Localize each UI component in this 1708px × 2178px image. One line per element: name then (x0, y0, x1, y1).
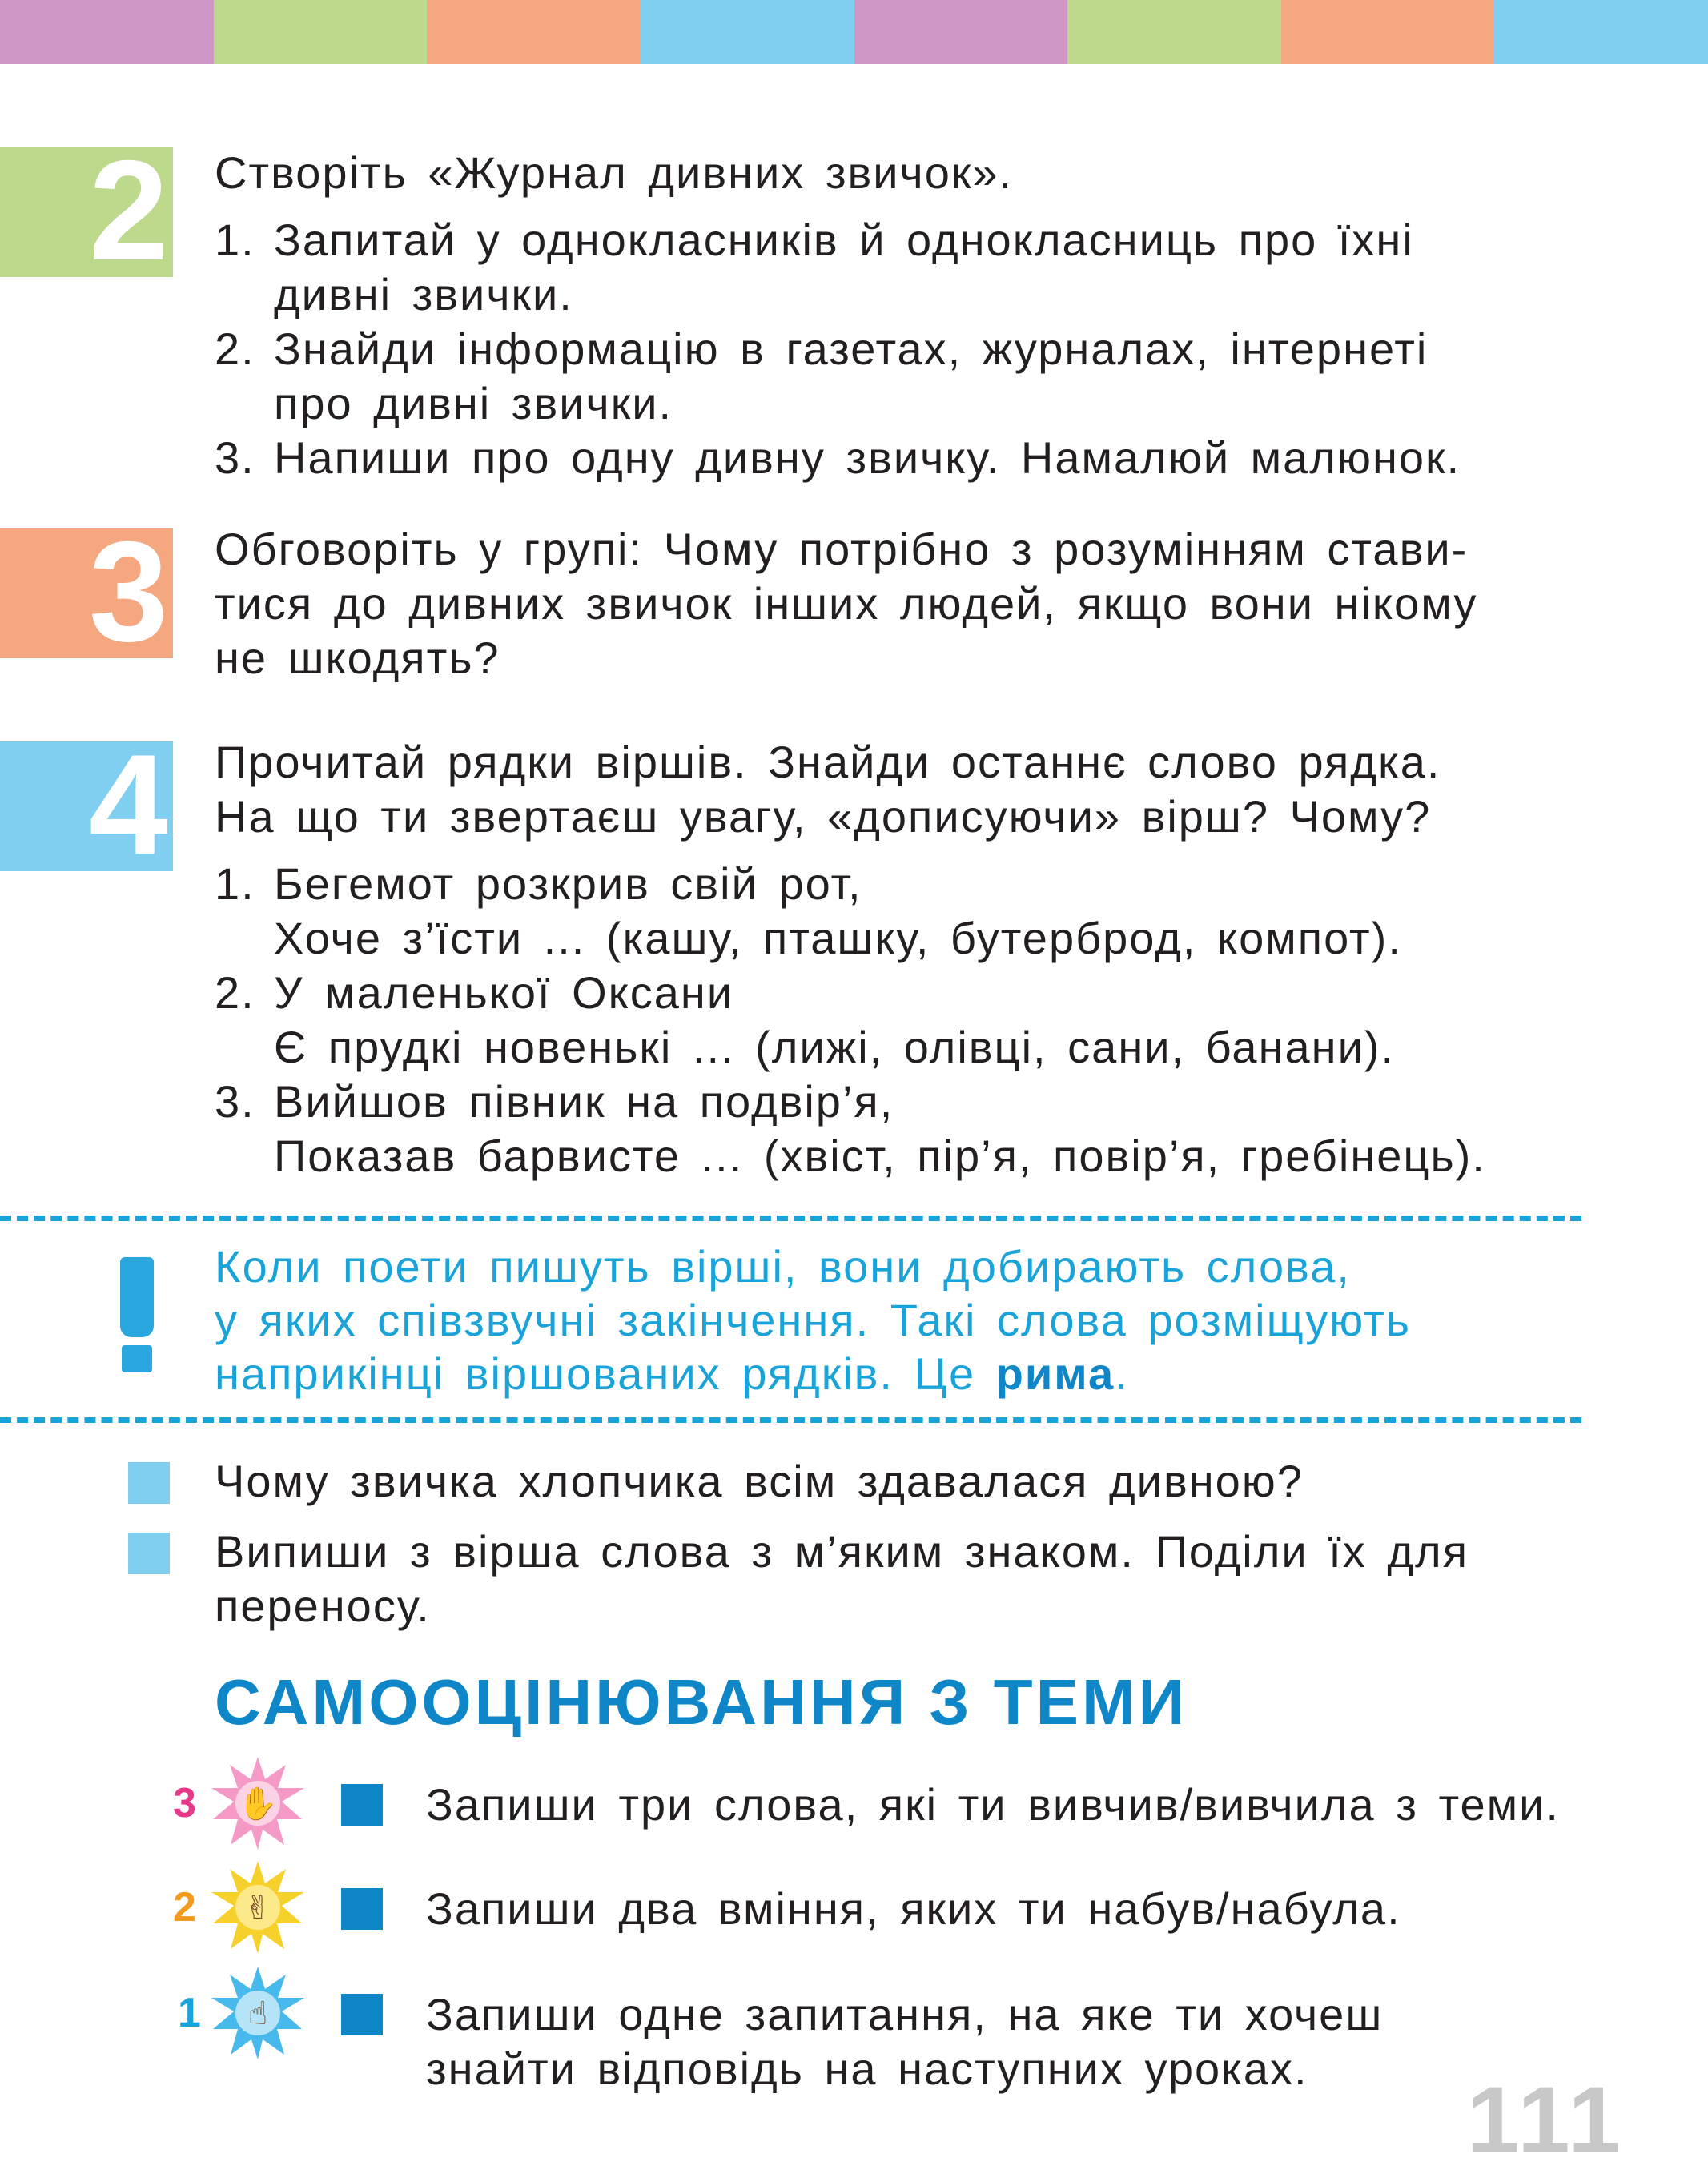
task-number: 2 (89, 131, 168, 290)
task-4-item-3-cont: Показав барвисте ... (хвіст, пір’я, повір’я, гребінець). (274, 1131, 1486, 1181)
task-number: 3 (89, 512, 168, 671)
three-fingers-star-icon (210, 1755, 306, 1851)
note-line: Коли поети пишуть вірші, вони добирають слова, (215, 1241, 1351, 1292)
assessment-text: Запиши два вміння, яких ти набув/набула. (426, 1883, 1401, 1934)
question-text: переносу. (215, 1581, 431, 1631)
level-1-label: 1 (178, 1990, 201, 2036)
task-4-line: Прочитай рядки віршів. Знайди останнє слово рядка. (215, 737, 1441, 787)
stripe-segment (427, 0, 641, 64)
task-3-line: Обговоріть у групі: Чому потрібно з розумінням стави- (215, 524, 1469, 574)
svg-text:✌: ✌ (244, 1890, 271, 1927)
self-assessment-item-3 (426, 1778, 1560, 1832)
question-bullet (128, 1462, 170, 1504)
note-line: у яких співзвучні закінчення. Такі слова розміщують (215, 1295, 1411, 1345)
task-4-text (215, 735, 1486, 1183)
task-number: 4 (89, 725, 168, 884)
task-2-item-2-cont: про дивні звички. (274, 378, 673, 428)
task-2-item-1-cont: дивні звички. (274, 269, 573, 319)
task-4-item-2: 2. У маленької Оксани (215, 967, 734, 1018)
task-4-item-3: 3. Вийшов півник на подвір’я, (215, 1076, 894, 1127)
question-bullet (128, 1533, 170, 1574)
task-2-badge (0, 131, 173, 290)
dashed-divider-top (0, 1216, 1581, 1221)
task-2-item-1: 1. Запитай у однокласників й однокласниць про їхні (215, 215, 1414, 265)
task-4-line: На що ти звертаєш увагу, «дописуючи» вірш? Чому? (215, 791, 1432, 842)
task-2-item-3: 3. Напиши про одну дивну звичку. Намалюй малюнок. (215, 432, 1461, 483)
question-text: Випиши з вірша слова з м’яким знаком. Поділи їх для (215, 1526, 1469, 1577)
dashed-divider-bottom (0, 1417, 1581, 1423)
exclamation-dot (122, 1345, 152, 1372)
task-2-text (215, 146, 1461, 485)
assessment-text: знайти відповідь на наступних уроках. (426, 2043, 1308, 2094)
exclamation-icon (120, 1257, 154, 1369)
task-3-text (215, 522, 1477, 685)
task-4-item-1-cont: Хоче з’їсти ... (кашу, пташку, бутерброд, компот). (274, 913, 1402, 963)
level-2-label: 2 (173, 1884, 196, 1931)
self-assessment-item-1 (426, 1987, 1383, 2096)
svg-text:✋: ✋ (238, 1786, 278, 1822)
task-bullet (341, 1784, 383, 1826)
two-fingers-star-icon (210, 1859, 306, 1955)
task-3-line: тися до дивних звичок інших людей, якщо вони нікому (215, 578, 1478, 629)
self-assessment-heading: САМООЦІНЮВАННЯ З ТЕМИ (215, 1666, 1188, 1738)
stripe-segment (854, 0, 1068, 64)
stripe-segment (214, 0, 428, 64)
task-3-badge (0, 512, 173, 671)
assessment-text: Запиши три слова, які ти вивчив/вивчила з теми. (426, 1779, 1560, 1830)
stripe-segment (1067, 0, 1281, 64)
task-4-badge (0, 725, 173, 884)
task-bullet (341, 1994, 383, 2035)
term-rhyme: рима (995, 1348, 1115, 1399)
page-number: 111 (1467, 2067, 1624, 2173)
task-4-item-1: 1. Бегемот розкрив свій рот, (215, 858, 862, 909)
question-text: Чому звичка хлопчика всім здавалася дивною? (215, 1456, 1304, 1506)
exclamation-bar (120, 1257, 154, 1337)
top-color-stripe (0, 0, 1708, 64)
level-3-label: 3 (173, 1780, 196, 1826)
stripe-segment (1281, 0, 1495, 64)
task-2-title: Створіть «Журнал дивних звичок». (215, 147, 1014, 198)
self-assessment-item-2 (426, 1882, 1401, 1936)
stripe-segment (0, 0, 214, 64)
one-finger-star-icon (210, 1965, 306, 2061)
stripe-segment (641, 0, 854, 64)
svg-text:☝: ☝ (247, 1995, 268, 2032)
task-3-line: не шкодять? (215, 633, 500, 683)
stripe-segment (1494, 0, 1708, 64)
note-line: наприкінці віршованих рядків. Це рима. (215, 1348, 1129, 1399)
task-4-item-2-cont: Є прудкі новенькі ... (лижі, олівці, сани, банани). (274, 1022, 1396, 1072)
question-2 (215, 1525, 1469, 1634)
assessment-text: Запиши одне запитання, на яке ти хочеш (426, 1989, 1384, 2039)
question-1 (215, 1454, 1304, 1509)
task-2-item-2: 2. Знайди інформацію в газетах, журналах, інтернеті (215, 323, 1429, 374)
task-bullet (341, 1888, 383, 1930)
rule-note (215, 1240, 1411, 1400)
